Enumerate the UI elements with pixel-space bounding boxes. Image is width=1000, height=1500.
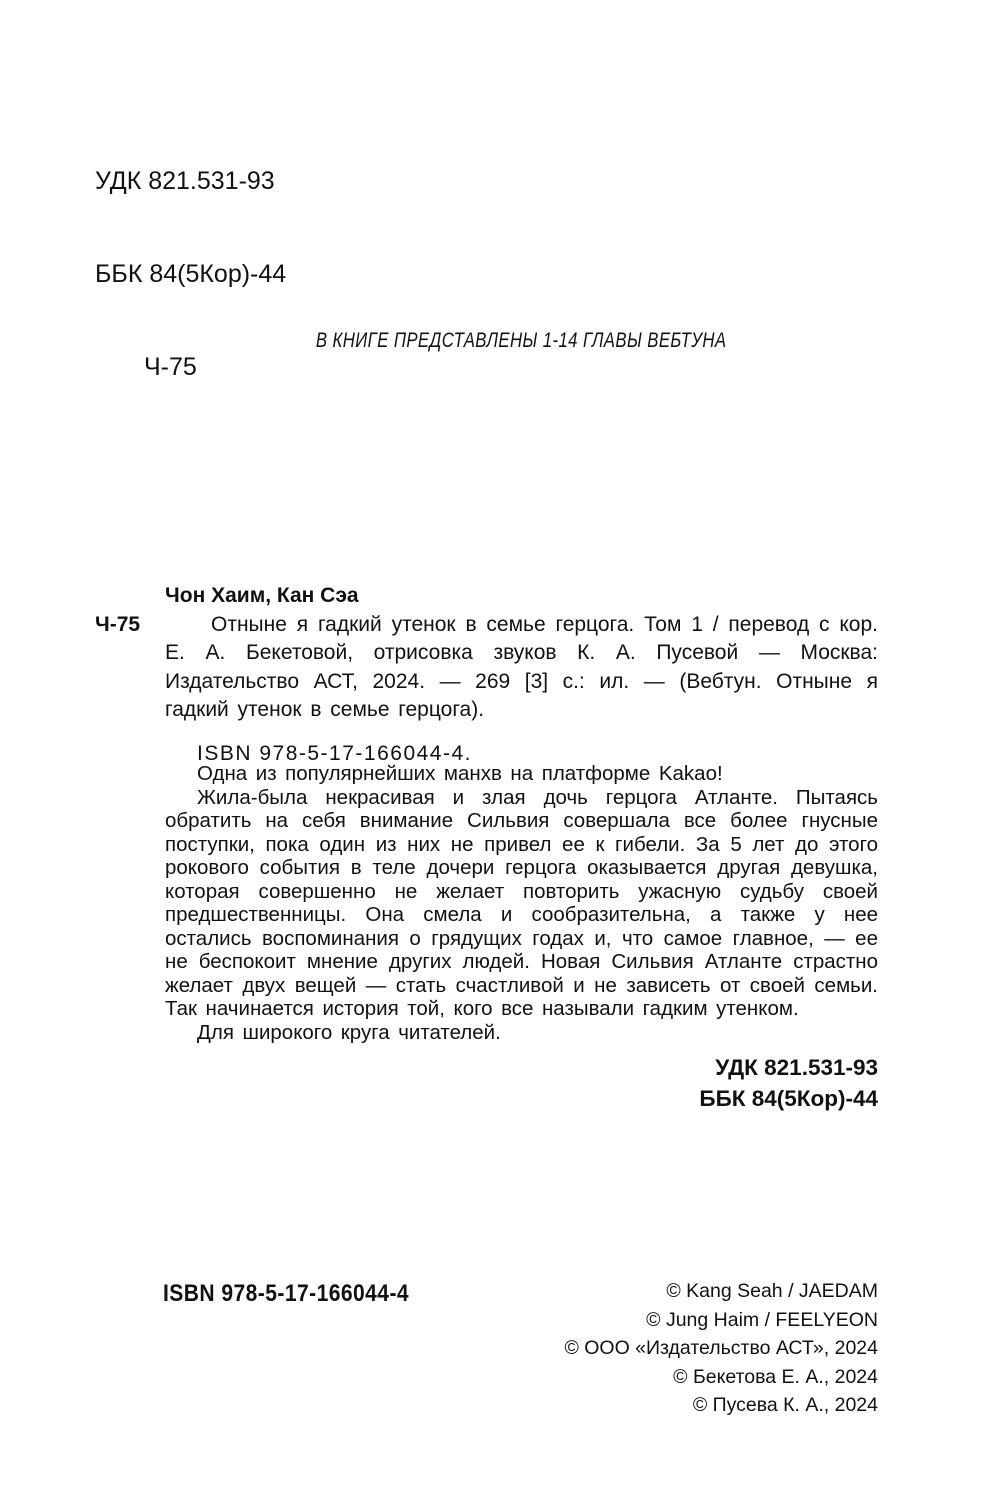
udk-code-right: УДК 821.531-93 xyxy=(715,1055,878,1080)
bbk-code: ББК 84(5Кор)-44 xyxy=(95,260,287,288)
copyright-line: © Бекетова Е. А., 2024 xyxy=(673,1365,878,1388)
classification-codes-top xyxy=(95,104,286,445)
catalog-card-author-sign: Ч-75 xyxy=(95,612,141,636)
udk-code: УДК 821.531-93 xyxy=(95,167,275,195)
catalog-card-body xyxy=(165,582,878,768)
copyright-block xyxy=(564,1277,878,1420)
bbk-code-right: ББК 84(5Кор)-44 xyxy=(699,1086,878,1111)
annotation xyxy=(165,762,878,1044)
classification-codes-right xyxy=(699,1052,878,1114)
copyright-line: © Kang Seah / JAEDAM xyxy=(666,1280,878,1302)
annotation-paragraph: Для широкого круга читателей. xyxy=(197,1020,501,1044)
annotation-paragraph: Одна из популярнейших манхв на платформе Kakao! xyxy=(197,762,723,785)
catalog-card-description: Отныне я гадкий утенок в семье герцога. Том 1 / перевод с кор. Е. А. Бекетовой, отрисовка звуков К. А. Пусевой — Москва: Издательство АСТ, 2024. — 269 [3] с.: ил. — (Вебтун. Отныне я гадкий утенок в семье герцога). xyxy=(165,612,878,721)
catalog-card-isbn: ISBN 978-5-17-166044-4. xyxy=(197,741,472,765)
copyright-line: © ООО «Издательство АСТ», 2024 xyxy=(564,1337,878,1359)
copyright-line: © Jung Haim / FEELYEON xyxy=(646,1308,878,1331)
footer-isbn-text: ISBN 978-5-17-166044-4 xyxy=(163,1280,410,1307)
footer-isbn xyxy=(163,1280,449,1308)
catalog-card xyxy=(95,582,878,768)
webtoon-notice xyxy=(165,328,878,353)
annotation-paragraph: Жила-была некрасивая и злая дочь герцога Атланте. Пытаясь обратить на себя внимание Сильвия совершала все более гнусные поступки, пока один из них не привел ее к гибели. За 5 лет до этого рокового события в теле дочери герцога оказывается другая девушка, которая совершенно не желает повторить ужасную судьбу своей предшественницы. Она смела и сообразительна, а также у нее остались воспоминания о грядущих годах и, что самое главное, — ее не беспокоит мнение других людей. Новая Сильвия Атланте страстно желает двух вещей — стать счастливой и не зависеть от своей семьи. Так начинается история той, кого все называли гадким утенком. xyxy=(165,785,878,1020)
copyright-line: © Пусева К. А., 2024 xyxy=(692,1394,878,1416)
author-sign: Ч-75 xyxy=(144,353,197,381)
catalog-card-authors: Чон Хаим, Кан Сэа xyxy=(165,584,359,607)
webtoon-notice-text: В КНИГЕ ПРЕДСТАВЛЕНЫ 1-14 ГЛАВЫ ВЕБТУНА xyxy=(316,328,727,352)
